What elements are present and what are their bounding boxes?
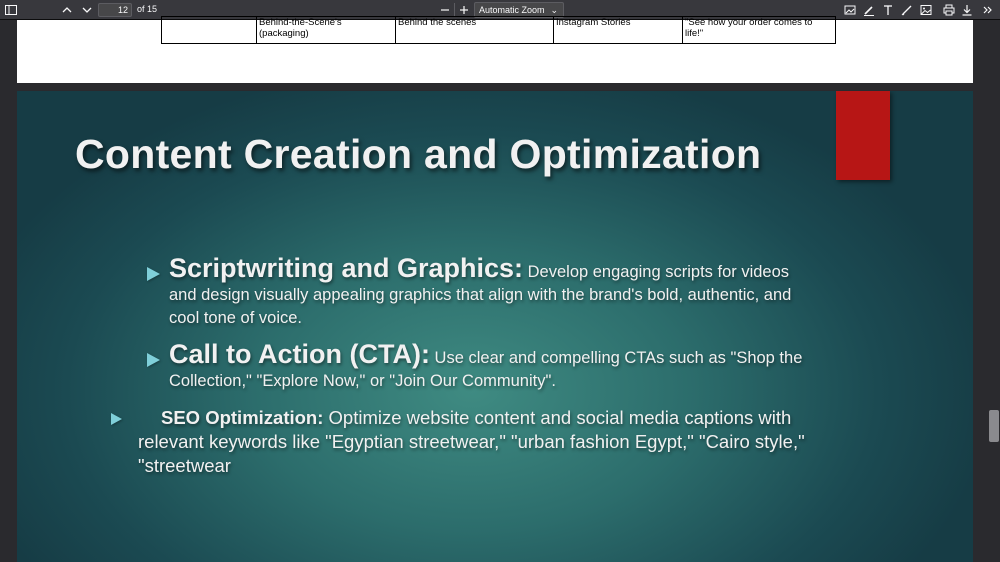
bullet-text: Develop engaging scripts for videos and design visually appealing graphics that align with the brand's bold, authentic, and cool tone of voice.: [169, 263, 792, 327]
zoom-select-value: Automatic Zoom: [479, 5, 545, 15]
bullet-text: Optimize website content and social media captions with relevant keywords like "Egyptian streetwear," "urban fashion Egypt," "Cairo style," "streetwear: [138, 407, 805, 476]
pdf-page-11-bottom: [17, 17, 973, 83]
bullet-heading: Scriptwriting and Graphics:: [169, 253, 524, 283]
table-cell: Instagram Stories: [554, 17, 683, 44]
bullet-text: Use clear and compelling CTAs such as "Shop the Collection," "Explore Now," or "Join Our Community".: [169, 349, 803, 390]
highlight-icon[interactable]: [862, 3, 876, 17]
zoom-in-icon[interactable]: [457, 3, 471, 17]
bullet-scriptwriting: [147, 253, 807, 330]
table-cell: Behind-the-Scene's (packaging): [257, 17, 396, 44]
insert-image-icon[interactable]: [919, 3, 933, 17]
bullet-call-to-action: [147, 339, 807, 393]
chevron-down-icon: ⌄: [550, 5, 558, 15]
slide-title: Content Creation and Optimization: [75, 131, 762, 177]
content-calendar-table: [161, 16, 836, 44]
save-icon[interactable]: [960, 3, 974, 17]
zoom-out-icon[interactable]: [438, 3, 452, 17]
previous-page-icon[interactable]: [60, 3, 74, 17]
bullet-arrow-icon: [147, 353, 160, 367]
toolbar-divider: [454, 3, 455, 17]
table-cell: [162, 17, 257, 44]
page-number-input[interactable]: 12: [98, 3, 132, 17]
vertical-scrollbar[interactable]: [988, 20, 1000, 562]
bullet-seo-optimization: [111, 406, 811, 478]
document-viewer[interactable]: [0, 17, 988, 562]
table-cell: Behind the scenes: [396, 17, 554, 44]
draw-icon[interactable]: [900, 3, 914, 17]
print-icon[interactable]: [942, 3, 956, 17]
image-edit-icon[interactable]: [843, 3, 857, 17]
bullet-arrow-icon: [147, 267, 160, 281]
bullet-heading: SEO Optimization:: [161, 407, 324, 428]
page-count-label: of 15: [137, 4, 158, 14]
more-tools-icon[interactable]: [981, 3, 995, 17]
table-cell: "See how your order comes to life!": [683, 17, 836, 44]
next-page-icon[interactable]: [80, 3, 94, 17]
bullet-heading: Call to Action (CTA):: [169, 339, 430, 369]
table-row: [162, 17, 836, 44]
pdf-page-12-slide: [17, 91, 973, 562]
sidebar-toggle-icon[interactable]: [4, 3, 18, 17]
bullet-arrow-icon: [111, 413, 122, 425]
text-icon[interactable]: [881, 3, 895, 17]
accent-red-tab: [836, 91, 890, 180]
scrollbar-thumb[interactable]: [989, 410, 999, 442]
